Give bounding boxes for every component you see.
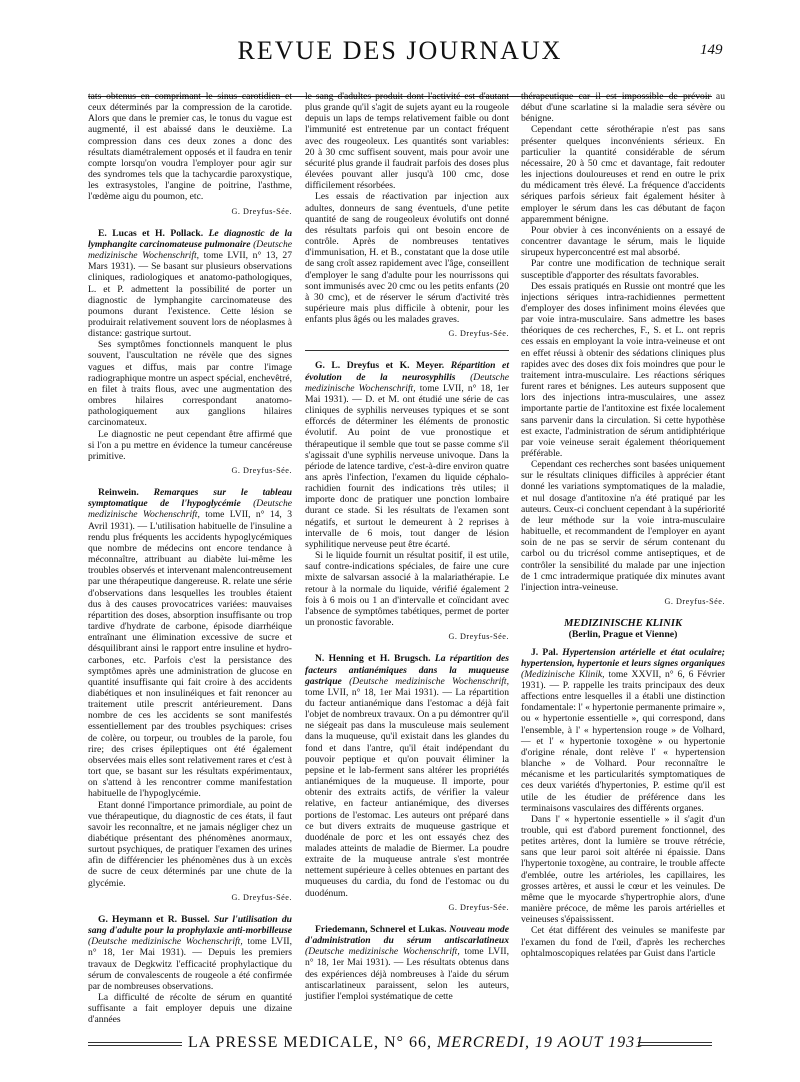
article-body: — Se basant sur plusieurs observations cliniques, radiologiques et anatomo-pathologiques, L. et P. admettent la possibilité de porter un diagnostic de lymphangite carcinomateuse des poumons durant l'existence. Cette lésion se produirait relativement souvent lors de néoplasmes à distance: gastrique surtout. xyxy=(88,261,292,340)
article-authors: Reinwein. xyxy=(98,487,139,499)
article-source: (Deutsche medizinische Wochenschrift, xyxy=(349,675,509,687)
column-right xyxy=(521,91,725,970)
footer-rule-right xyxy=(638,1042,712,1046)
article-continuation xyxy=(521,91,725,607)
article-source: (Medizinische Klinik, xyxy=(521,668,605,680)
article-citation: tome LVII, n° 14, 3 Avril 1931). xyxy=(88,509,292,532)
article-title: Hypertension artérielle et état oculaire; hypertension, hypertonie et leurs signes organiques xyxy=(521,646,725,669)
article-signature: G. Dreyfus-Sée. xyxy=(448,329,509,339)
article-body: — L'utilisation habituelle de l'insuline a rendu plus fréquents les accidents hypoglycémiques que nombre de médecins ont encore tendance à méconnaître, attribuant au diabète lui-même les troubles observés et intervenant malencontreusement par une thérapeutique dangereuse. R. relate une série d'observations dans lesquelles les troubles étaient dus à des causes provocatrices variées: mauvaises répartition des doses, absorption insuffisante ou trop tardive d'hydrate de carbone, épisode diarrhéique entraînant une élimination excessive de sucre et désquilibrant ainsi le rapport entre insuline et hydro-carbones, etc. Parfois c'est la persistance des symptômes après une administration de glucose en quantité insuffisante qui fait croire à des accidents diabétiques et non insulinéiques et fait renoncer au traitement utile prescrit antérieurement. Dans nombre de ces les accidents se sont manifestés essentiellement par des troubles psychiques: crises de colère, ou torpeur, ou troubles de la parole, fou rire; des crises épileptiques ont été également observées mais elles sont relativement rares et c'est à tort que, se basant sur les résultats expérimentaux, on s'attend à les rencontrer comme manifestation habituelle de l'hypoglycémie. xyxy=(88,520,292,800)
article-body: — La répartition du facteur antianémique dans l'estomac a déjà fait l'objet de nombreux travaux. On a pu démontrer qu'il ne siégeait pas dans la musculeuse mais seulement dans la muqueuse, qu'il existait dans les glandes du fond et dans l'antre, qu'il était indépendant du pouvoir peptique et qu'on pouvait éliminer la pepsine et le lab-ferment sans altérer les propriétés antianémiques de la muqueuse. Il importe, pour obtenir des extraits actifs, de vérifier la valeur relative, en facteur antianémique, des diverses portions de l'estomac. Les auteurs ont préparé dans ce but divers extraits de muqueuse gastrique et duodénale de porc et les ont essayés chez des malades atteints de maladie de Biermer. La poudre extraite de la muqueuse antrale s'est montrée nettement supérieure à celles obtenues en partant des muqueuses du cardia, du fond de l'estomac ou du duodénum. xyxy=(305,686,509,899)
paragraph: tats obtenus en comprimant le sinus carotidien et ceux déterminés par la compression de la carotide. Alors que dans le premier cas, le tonus du vague est augmenté, il est abaissé dans le deuxième. La compression dans ces deux zones a donc des résultats diamétralement opposés et il faudra en tenir compte lorsqu'on voudra l'employer pour agir sur des syndromes tels que la tachycardie paroxystique, les extrasystoles, l'angine de poitrine, l'asthme, l'œdème aigu du poumon, etc. xyxy=(88,91,292,203)
article-divider xyxy=(305,350,509,351)
article-heading xyxy=(88,487,292,799)
journal-section-title: REVUE DES JOURNAUX xyxy=(237,36,563,65)
paragraph: Pour obvier à ces inconvénients on a essayé de concentrer davantage le sérum, mais le liquide sirupeux hyperconcentré est mal absorbé. xyxy=(521,224,725,259)
article-authors: G. L. Dreyfus et K. Meyer. xyxy=(315,360,445,372)
article xyxy=(305,924,509,1002)
article-citation: tome LVII, n° 18, 1er Mai 1931). xyxy=(305,946,509,969)
article-title: Nouveau mode d'administration du sérum antiscarlatineux xyxy=(305,923,509,947)
article-heading xyxy=(305,653,509,898)
article-signature: G. Dreyfus-Sée. xyxy=(448,902,509,912)
footer-issue: N° 66, xyxy=(384,1034,432,1051)
article-title: Répartition et évolution de la neurosyphilis xyxy=(305,360,509,383)
article-citation: tome LVII, n° 18, 1er Mai 1931). xyxy=(88,936,292,959)
paragraph: Le diagnostic ne peut cependant être affirmé que si l'on a pu mettre en évidence la tumeur cancéreuse primitive. xyxy=(88,428,292,462)
article-title: Sur l'utilisation du sang d'adulte pour la prophylaxie anti-morbilleuse xyxy=(88,913,292,937)
paragraph: Si le liquide fournit un résultat positif, il est utile, sauf contre-indications spéciales, de faire une cure mixte de salvarsan associé à la malariathérapie. Le retour à la normale du liquide, vérifié également 2 fois à 6 mois ou 1 an d'intervalle et coïncidant avec l'absence de symptômes tabétiques, permet de porter un pronostic favorable. xyxy=(305,550,509,629)
article-body: — Les résultats obtenus dans des expériences déjà nombreuses à l'aide du sérum antiscarlatineux paraissent, selon les auteurs, justifier l'emploi systématique de cette xyxy=(305,957,509,1002)
footer-text xyxy=(188,1034,645,1052)
article-authors: N. Henning et H. Brugsch. xyxy=(315,653,431,665)
article-source: (Deutsche medizinische Wochenschrift, xyxy=(88,936,243,948)
paragraph: Dans l' « hypertonie essentielle » il s'agit d'un trouble, qui est d'abord purement fonctionnel, des petites artères, dont la lumière se trouve rétrécie, sans que leur paroi soit altérée ni épaissie. Dans l'hypertonie toxogène, au contraire, le trouble affecte d'emblée, outre les artérioles, les capillaires, les grosses artères, et aussi le cœur et les veinules. De même que le myocarde s'hypertrophie alors, d'une manière précoce, de même les parois artérielles et veineuses s'épaississent. xyxy=(521,813,725,926)
column-middle xyxy=(305,91,509,1013)
article-authors: Friedemann, Schnerel et Lukas. xyxy=(315,923,447,935)
article-signature: G. Dreyfus-Sée. xyxy=(231,206,292,216)
article-heading xyxy=(305,360,509,550)
article-continuation xyxy=(305,91,509,339)
paragraph: Des essais pratiqués en Russie ont montré que les injections sériques intra-rachidiennes permettent d'employer des doses infiniment moins élevées que par voie intra-musculaire. Sans admettre les bases théoriques de ces recherches, F., S. et L. ont repris ces essais en employant la voie intra-veineuse et ont en effet réussi à obtenir des sédations cliniques plus rapides avec des doses dix fois moindres que pour le traitement intra-musculaire. Les réactions sériques furent rares et bénignes. Les auteurs supposent que lors des injections intra-musculaires, une assez importante partie de l'antitoxine est fixée localement sans parvenir dans la circulation. Si cette hypothèse est exacte, l'administration de sérum antidiphtérique par voie veineuse serait également théoriquement préférable. xyxy=(521,280,725,459)
article-heading xyxy=(305,924,509,1002)
article xyxy=(305,360,509,642)
footer-date: MERCREDI, 19 AOUT 1931 xyxy=(436,1034,645,1051)
paragraph: Etant donné l'importance primordiale, au point de vue thérapeutique, du diagnostic de ces états, il faut savoir les reconnaître, et ne jamais négliger chez un diabétique présentant des phénomènes anormaux, surtout psychiques, de pratiquer l'examen des urines afin de différencier les phénomènes dus à un excès de sucre de ceux déterminés par une chute de la glycémie. xyxy=(88,799,292,889)
article-citation: tome LVII, n° 18, 1er Mai 1931). xyxy=(305,686,439,698)
article-signature: G. Dreyfus-Sée. xyxy=(448,632,509,642)
paragraph: thérapeutique car il est impossible de prévoir au début d'une scarlatine si la maladie sera sévère ou bénigne. xyxy=(521,91,725,125)
article-heading xyxy=(88,228,292,340)
paragraph: le sang d'adultes produit dont l'activité est d'autant plus grande qu'il s'agit de sujets ayant eu la rougeole depuis un laps de temps relativement faible ou dont l'immunité est entretenue par un contact fréquent avec des rougeoleux. Les quantités sont variables: 20 à 30 cmc suffisent souvent, mais pour avoir une sécurité plus grande il faudrait parfois des doses plus élevées pouvant aller jusqu'à 100 cmc, dose difficilement résorbées. xyxy=(305,91,509,192)
article-title: Le diagnostic de la lymphangite carcinomateuse pulmonaire xyxy=(88,227,292,250)
paragraph: Cependant ces recherches sont basées uniquement sur le résultats cliniques difficiles à apprécier étant donné les variations symptomatiques de la maladie, et nul dosage d'antitoxine n'a été pratiqué par les auteurs. Ceux-ci concluent cependant à la supériorité de leur méthode sur la voie intra-musculaire habituelle, et recommandent de l'employer en ayant soin de ne pas se servir de sérum contenant du carbol ou du tricrésol comme antiseptiques, et de contrôler la sensibilité du malade par une injection de 1 cmc intradermique pratiquée dix minutes avant l'injection intra-veineuse. xyxy=(521,459,725,593)
section-title: MEDIZINISCHE KLINIK xyxy=(563,618,683,630)
article-body: — P. rappelle les traits principaux des deux affections entre lesquelles il a établi une distinction fondamentale: l' « hypertonie permanente primaire », ou « hypertonie essentielle », qui correspond, dans l'ensemble, à l' « hypertension rouge » de Volhard, — et l' « hypertonie toxogène » ou hypertonie d'origine rénale, dont relève l' « hypertension blanche » de Volhard. Pour reconnaître le mécanisme et les particularités symptomatiques de ces deux variétés d'hypertonies, P. estime qu'il est utile de les étudier de préférence dans les terminaisons vasculaires des différents organes. xyxy=(521,679,725,814)
article-source: (Deutsche medizinische Wochenschrift, xyxy=(88,238,292,262)
article xyxy=(305,653,509,913)
page-footer xyxy=(88,1034,712,1054)
article-authors: J. Pal. xyxy=(531,646,559,658)
footer-journal: LA PRESSE MEDICALE, xyxy=(188,1034,380,1051)
article-citation: tome LVII, n° 18, 1er Mai 1931). xyxy=(305,382,509,405)
article-signature: G. Dreyfus-Sée. xyxy=(664,597,725,607)
article xyxy=(521,647,725,959)
article-body: — D. et M. ont étudié une série de cas cliniques de syphilis nerveuses typiques et se sont efforcés de déterminer les éléments de pronostic évolutif. Au point de vue pronostique et thérapeutique il semble que tout se passe comme s'il s'agissait d'une syphilis nerveuse univoque. Dans la période de latence tardive, c'est-à-dire environ quatre ans après l'infection, l'examen du liquide céphalo-rachidien fournit des indications très utiles; il importe donc de pratiquer une ponction lombaire durant ce stade. Si les résultats de l'examen sont négatifs, et surtout le demeurent à 2 reprises à intervalle de 6 mois, tout danger de lésion syphilitique nerveuse peut être écarté. xyxy=(305,393,510,550)
paragraph: Ses symptômes fonctionnels manquent le plus souvent, l'auscultation ne révèle que des signes vagues et diffus, mais par contre l'image radiographique montre un aspect spécial, enchevêtré, en filet à traits flous, avec une augmentation des ombres hilaires correspondant anatomo-pathologiquement aux ganglions hilaires carcinomateux. xyxy=(88,339,292,429)
article xyxy=(88,914,292,1026)
article-title: La répartition des facteurs antianémiques dans la muqueuse gastrique xyxy=(305,653,509,687)
paragraph: La difficulté de récolte de sérum en quantité suffisante a fait employer depuis une dizaine d'années xyxy=(88,992,292,1026)
article-source: (Deutsche medizinische Wochenschrift, xyxy=(305,371,509,394)
article-heading xyxy=(88,914,292,992)
article-continuation xyxy=(88,91,292,217)
article-signature: G. Dreyfus-Sée. xyxy=(231,466,292,475)
footer-rule-left xyxy=(88,1042,182,1046)
article-source: (Deutsche medizinische Wochenschrift, xyxy=(305,946,460,958)
article-title: Remarques sur le tableau symptomatique de l'hypoglycémie xyxy=(88,487,292,510)
article xyxy=(88,487,292,903)
article-heading xyxy=(521,647,725,814)
paragraph: Les essais de réactivation par injection aux adultes, donneurs de sang éventuels, d'une petite quantité de sang de rougeoleux évolutifs ont donné des résultats parfois qui ont besoin encore de contrôle. Après de nombreuses tentatives d'immunisation, H. et B., constatant que la dose utile de sang croît assez rapidement avec l'âge, conseillent d'employer le sang d'adulte pour les nourrissons qui sont immunisés avec 20 cmc ou les petits enfants (20 à 30 cmc), et de réserver le sérum d'activité très supérieure mais plus difficile à obtenir, pour les enfants plus âgés ou les malades graves. xyxy=(305,191,509,326)
paragraph: Cet état différent des veinules se manifeste par l'examen du fond de l'œil, d'après les recherches ophtalmoscopiques relatées par Guist dans l'article xyxy=(521,925,725,959)
section-subtitle: (Berlin, Prague et Vienne) xyxy=(568,629,678,641)
article-signature: G. Dreyfus-Sée. xyxy=(231,892,292,902)
article-citation: tome XXVII, n° 6, 6 Février 1931). xyxy=(521,668,726,691)
paragraph: Cependant cette sérothérapie n'est pas sans présenter quelques inconvénients sérieux. En particulier la quantité considérable de sérum nécessaire, 20 à 50 cmc et davantage, fait redouter les injections douloureuses et rend en outre le prix du médicament très élevé. La fréquence d'accidents sériques parfois sérieux fait également hésiter à employer le sérum dans les cas débutant de façon apparemment bénigne. xyxy=(521,124,725,225)
column-left xyxy=(88,91,292,1037)
page-number: 149 xyxy=(700,42,723,58)
paragraph: Par contre une modification de technique serait susceptible d'apporter des résultats favorables. xyxy=(521,258,725,281)
article xyxy=(88,228,292,476)
page-header xyxy=(0,36,800,76)
article-authors: E. Lucas et H. Pollack. xyxy=(98,227,204,239)
article-authors: G. Heymann et R. Bussel. xyxy=(98,913,210,925)
article-citation: tome LVII, n° 13, 27 Mars 1931). xyxy=(88,250,292,273)
article-source: (Deutsche medizinische Wochenschrift, xyxy=(88,498,292,521)
article-body: — Depuis les premiers travaux de Degkwitz l'efficacité prophylactique du sérum de convalescents de rougeole a été confirmée par de nombreuses observations. xyxy=(88,947,292,992)
